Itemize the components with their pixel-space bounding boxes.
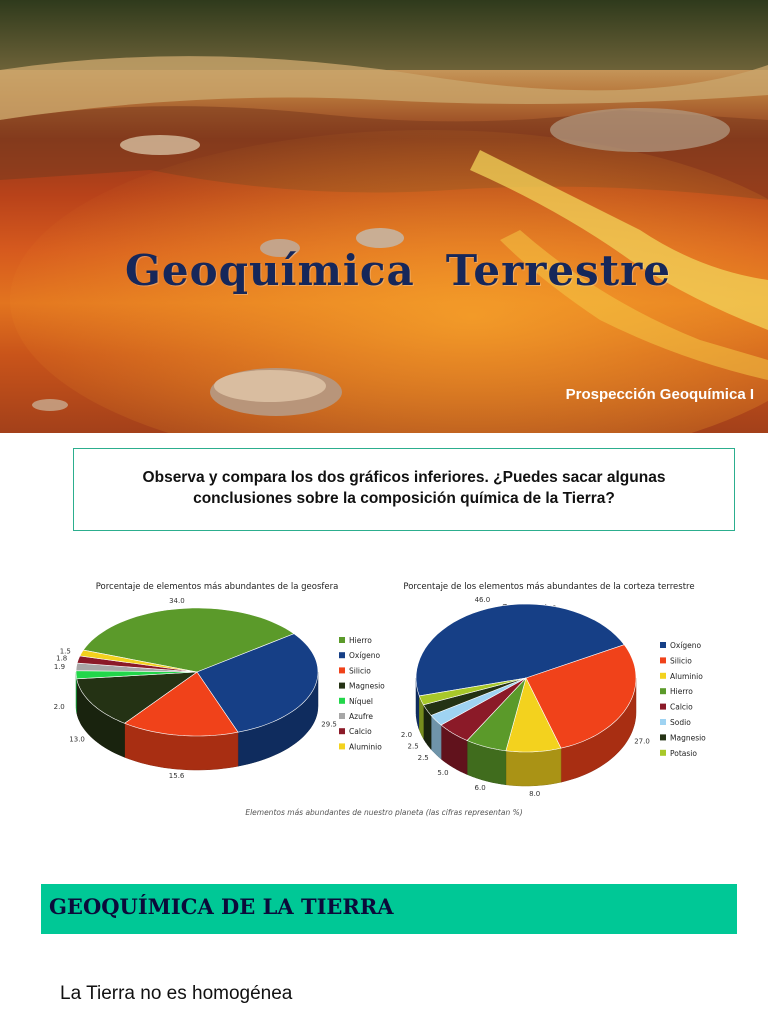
geo-legend-label-hierro: Hierro (349, 636, 372, 645)
chart-caption: Elementos más abundantes de nuestro planeta (las cifras representan %) (245, 808, 523, 817)
geo-legend-label-magnesio: Magnesio (349, 681, 385, 691)
geo-legend-swatch-silicio (339, 667, 345, 673)
crust-legend-swatch-potasio (660, 750, 666, 756)
question-line-2: conclusiones sobre la composición química de la Tierra? (193, 490, 615, 507)
geo-legend-swatch-niquel (339, 698, 345, 704)
crust-legend-label-potasio: Potasio (670, 748, 697, 758)
geo-legend-swatch-hierro (339, 637, 345, 643)
crust-value-label: 5.0 (437, 768, 449, 777)
geo-legend-swatch-magnesio (339, 683, 345, 689)
crust-legend-label-oxigeno: Oxígeno (670, 641, 702, 650)
crust-legend-swatch-silicio (660, 657, 666, 663)
geo-value-label: 1.8 (56, 654, 68, 663)
crust-value-label: 6.0 (474, 784, 486, 793)
crust-value-label: 46.0 (474, 595, 491, 604)
river-landscape-image (0, 0, 768, 433)
geo-legend-swatch-aluminio (339, 743, 345, 749)
crust-value-label: 2.5 (417, 753, 429, 762)
geo-value-label: 34.0 (169, 596, 185, 605)
geo-legend-label-azufre: Azufre (349, 712, 373, 721)
geosphere-chart-title: Porcentaje de elementos más abundantes de la geosfera (95, 582, 339, 592)
crust-legend-swatch-oxigeno (660, 642, 666, 648)
geo-legend-label-silicio: Silicio (349, 666, 371, 676)
course-subtitle: Prospección Geoquímica I (565, 386, 754, 403)
crust-legend-swatch-calcio (660, 704, 666, 710)
question-line-1: Observa y compara los dos gráficos inferiores. ¿Puedes sacar algunas (142, 469, 666, 486)
geo-value-label: 1.9 (53, 663, 66, 672)
crust-legend-swatch-hierro (660, 688, 666, 694)
crust-value-label: 8.0 (529, 789, 541, 798)
crust-legend-swatch-sodio (660, 719, 666, 725)
crust-legend-label-silicio: Silicio (670, 656, 692, 666)
crust-chart-title: Porcentaje de los elementos más abundantes de la corteza terrestre (403, 582, 695, 592)
geo-value-label: 13.0 (69, 735, 85, 744)
geo-legend-label-niquel: Níquel (349, 696, 373, 706)
geo-value-label: 1.5 (59, 647, 71, 656)
crust-value-label: 27.0 (634, 737, 650, 746)
composition-pie-charts (0, 560, 768, 830)
geo-legend-swatch-oxigeno (339, 652, 345, 658)
geosphere-pie (54, 597, 337, 780)
crust-legend-swatch-magnesio (660, 734, 666, 740)
geo-legend-swatch-azufre (339, 713, 345, 719)
crust-legend-label-magnesio: Magnesio (670, 733, 706, 743)
geo-value-label: 2.0 (53, 702, 65, 711)
geo-legend-label-calcio: Calcio (349, 727, 372, 737)
geosphere-legend (339, 636, 385, 751)
geo-legend-label-oxigeno: Oxígeno (349, 651, 381, 661)
question-box (73, 448, 735, 531)
crust-pie (401, 596, 650, 798)
question-text (74, 467, 734, 509)
page-title: Geoquímica Terrestre (125, 246, 671, 295)
geo-value-label: 15.6 (168, 771, 185, 780)
geo-value-label: 29.5 (321, 720, 337, 729)
section-banner (41, 884, 737, 934)
crust-value-label: 2.0 (400, 731, 413, 740)
geo-legend-label-aluminio: Aluminio (349, 742, 382, 752)
crust-side-aluminio (506, 748, 561, 786)
crust-legend (660, 641, 706, 758)
crust-legend-label-aluminio: Aluminio (670, 671, 703, 681)
crust-legend-label-sodio: Sodio (670, 718, 691, 727)
crust-legend-label-hierro: Hierro (670, 687, 693, 697)
section-title: GEOQUÍMICA DE LA TIERRA (49, 894, 394, 919)
body-text: La Tierra no es homogénea (60, 983, 293, 1004)
crust-value-label: 2.5 (407, 742, 419, 751)
crust-legend-swatch-aluminio (660, 673, 666, 679)
crust-legend-label-calcio: Calcio (670, 702, 693, 712)
geo-legend-swatch-calcio (339, 728, 345, 734)
hero-photo-banner (0, 0, 768, 433)
